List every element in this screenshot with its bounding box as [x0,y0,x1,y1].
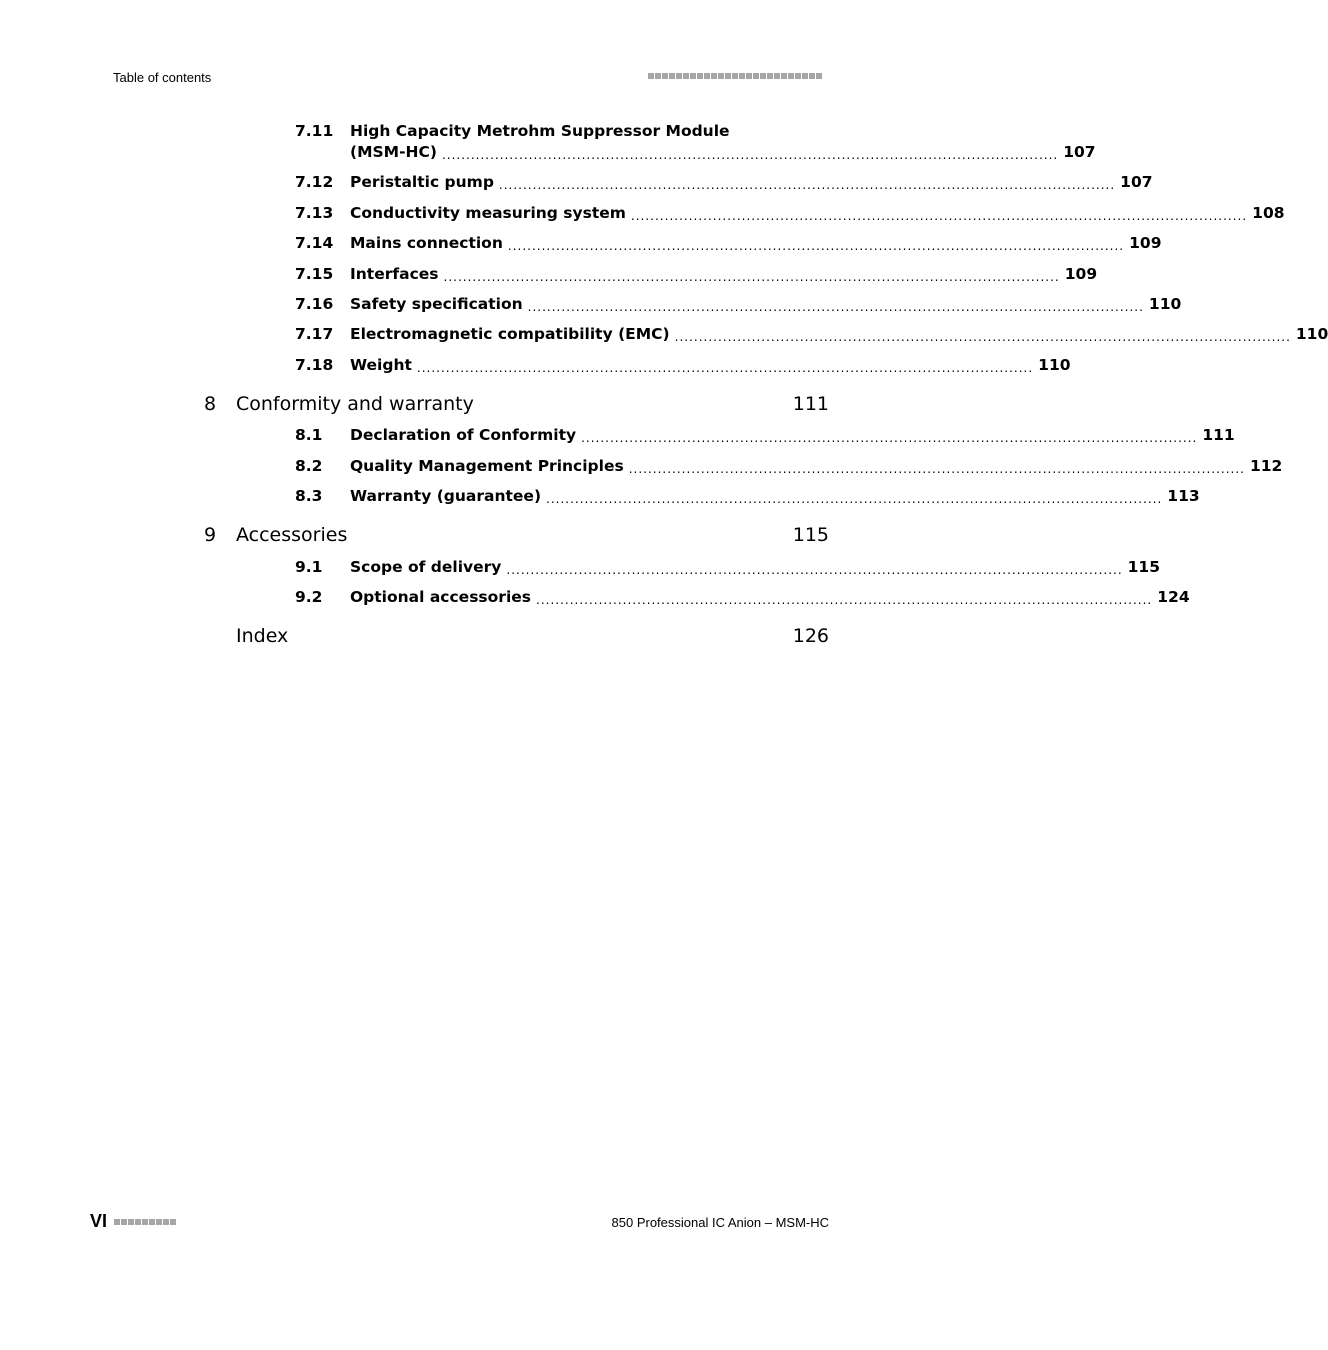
chapter-page: 115 [792,524,829,546]
toc-entry-line [350,324,1328,345]
toc-entry-title: Optional accessories [350,588,531,606]
toc-entry-title: Electromagnetic compatibility (EMC) [350,325,670,343]
toc-entry-line [350,456,1283,477]
toc-entry-page: 113 [1167,487,1200,505]
toc-entry-title-line1: High Capacity Metrohm Suppressor Module [350,122,730,140]
toc-entry-line [350,486,1200,507]
toc-entry-number: 7.17 [295,325,334,343]
toc-entry-page: 124 [1157,588,1190,606]
dot-leader: ................................................................................................................................ [536,593,1153,607]
toc-entry-number: 7.15 [295,265,334,283]
dot-leader: ................................................................................................................................ [443,270,1060,284]
toc-entry-number: 7.12 [295,173,334,191]
toc-chapter-9[interactable] [204,524,829,548]
dot-leader: ................................................................................................................................ [546,492,1163,506]
toc-index[interactable] [204,625,829,649]
dot-leader: ................................................................................................................................ [674,330,1291,344]
chapter-number: 9 [204,524,217,546]
toc-entry-title: Warranty (guarantee) [350,487,542,505]
toc-entry-title: Quality Management Principles [350,457,624,475]
toc-entry-number: 7.18 [295,356,334,374]
toc-entry-title: Interfaces [350,265,439,283]
toc-entry-page: 107 [1120,173,1153,191]
toc-entry-title: Scope of delivery [350,558,502,576]
dot-leader: ................................................................................................................................ [506,563,1123,577]
index-page: 126 [792,625,829,647]
index-title: Index [236,625,289,647]
toc-entry-page: 109 [1064,265,1098,283]
toc-entry-title: Weight [350,356,412,374]
toc-entry-title: Peristaltic pump [350,173,494,191]
toc-entry-line [350,294,1182,315]
dot-leader: ................................................................................................................................ [498,178,1116,192]
toc-chapter-8[interactable] [204,393,829,417]
toc-entry-number: 9.2 [295,588,323,606]
toc-entry-line [350,557,1160,578]
chapter-title: Accessories [236,524,348,546]
dot-leader: ................................................................................................................................ [507,239,1125,253]
dot-leader: ................................................................................................................................ [441,148,1059,162]
footer-document-title: 850 Professional IC Anion – MSM-HC [611,1215,829,1230]
toc-entry-page: 109 [1129,234,1162,252]
toc-entry-title: Mains connection [350,234,503,252]
toc-entry-number: 8.2 [295,457,323,475]
toc-entry-number: 7.11 [295,122,334,140]
toc-entry-page: 108 [1252,204,1285,222]
toc-entry-title: Safety specification [350,295,523,313]
dot-leader: ................................................................................................................................ [630,209,1248,223]
footer-decorative-squares [114,1219,176,1225]
dot-leader: ................................................................................................................................ [416,361,1034,375]
toc-entry-page: 115 [1127,558,1160,576]
toc-entry-number: 9.1 [295,558,323,576]
toc-entry-page: 111 [1202,426,1235,444]
toc-entry-line [350,425,1235,446]
toc-entry-page: 107 [1063,143,1096,161]
footer-page-number: VI [90,1211,108,1231]
toc-entry-line [350,264,1098,285]
toc-entry-title: Declaration of Conformity [350,426,577,444]
toc-entry-number: 7.16 [295,295,334,313]
toc-entry-line2 [350,142,1096,163]
toc-entry-line [350,172,1153,193]
chapter-number: 8 [204,393,217,415]
toc-entry-number: 7.14 [295,234,334,252]
dot-leader: ................................................................................................................................ [628,462,1245,476]
dot-leader: ................................................................................................................................ [527,300,1144,314]
toc-entry-line1 [350,121,829,142]
chapter-page: 111 [792,393,829,415]
toc-entry-page: 110 [1295,325,1328,343]
chapter-title: Conformity and warranty [236,393,474,415]
toc-entry-number: 7.13 [295,204,334,222]
toc-entry-page: 110 [1148,295,1182,313]
toc-entry-page: 110 [1038,356,1071,374]
toc-entry-title: (MSM-HC) [350,143,437,161]
toc-entry-line [350,355,1071,376]
dot-leader: ................................................................................................................................ [581,431,1198,445]
toc-entry-line [350,203,1285,224]
toc-entry-line [350,587,1190,608]
toc-entry-number: 8.1 [295,426,323,444]
toc-entry-number: 8.3 [295,487,323,505]
toc-entry-title: Conductivity measuring system [350,204,626,222]
toc-entry-line [350,233,1162,254]
running-header-title: Table of contents [113,70,212,85]
toc-entry-page: 112 [1249,457,1283,475]
toc-entry-7-11[interactable] [295,121,1096,163]
header-decorative-squares [648,73,822,79]
